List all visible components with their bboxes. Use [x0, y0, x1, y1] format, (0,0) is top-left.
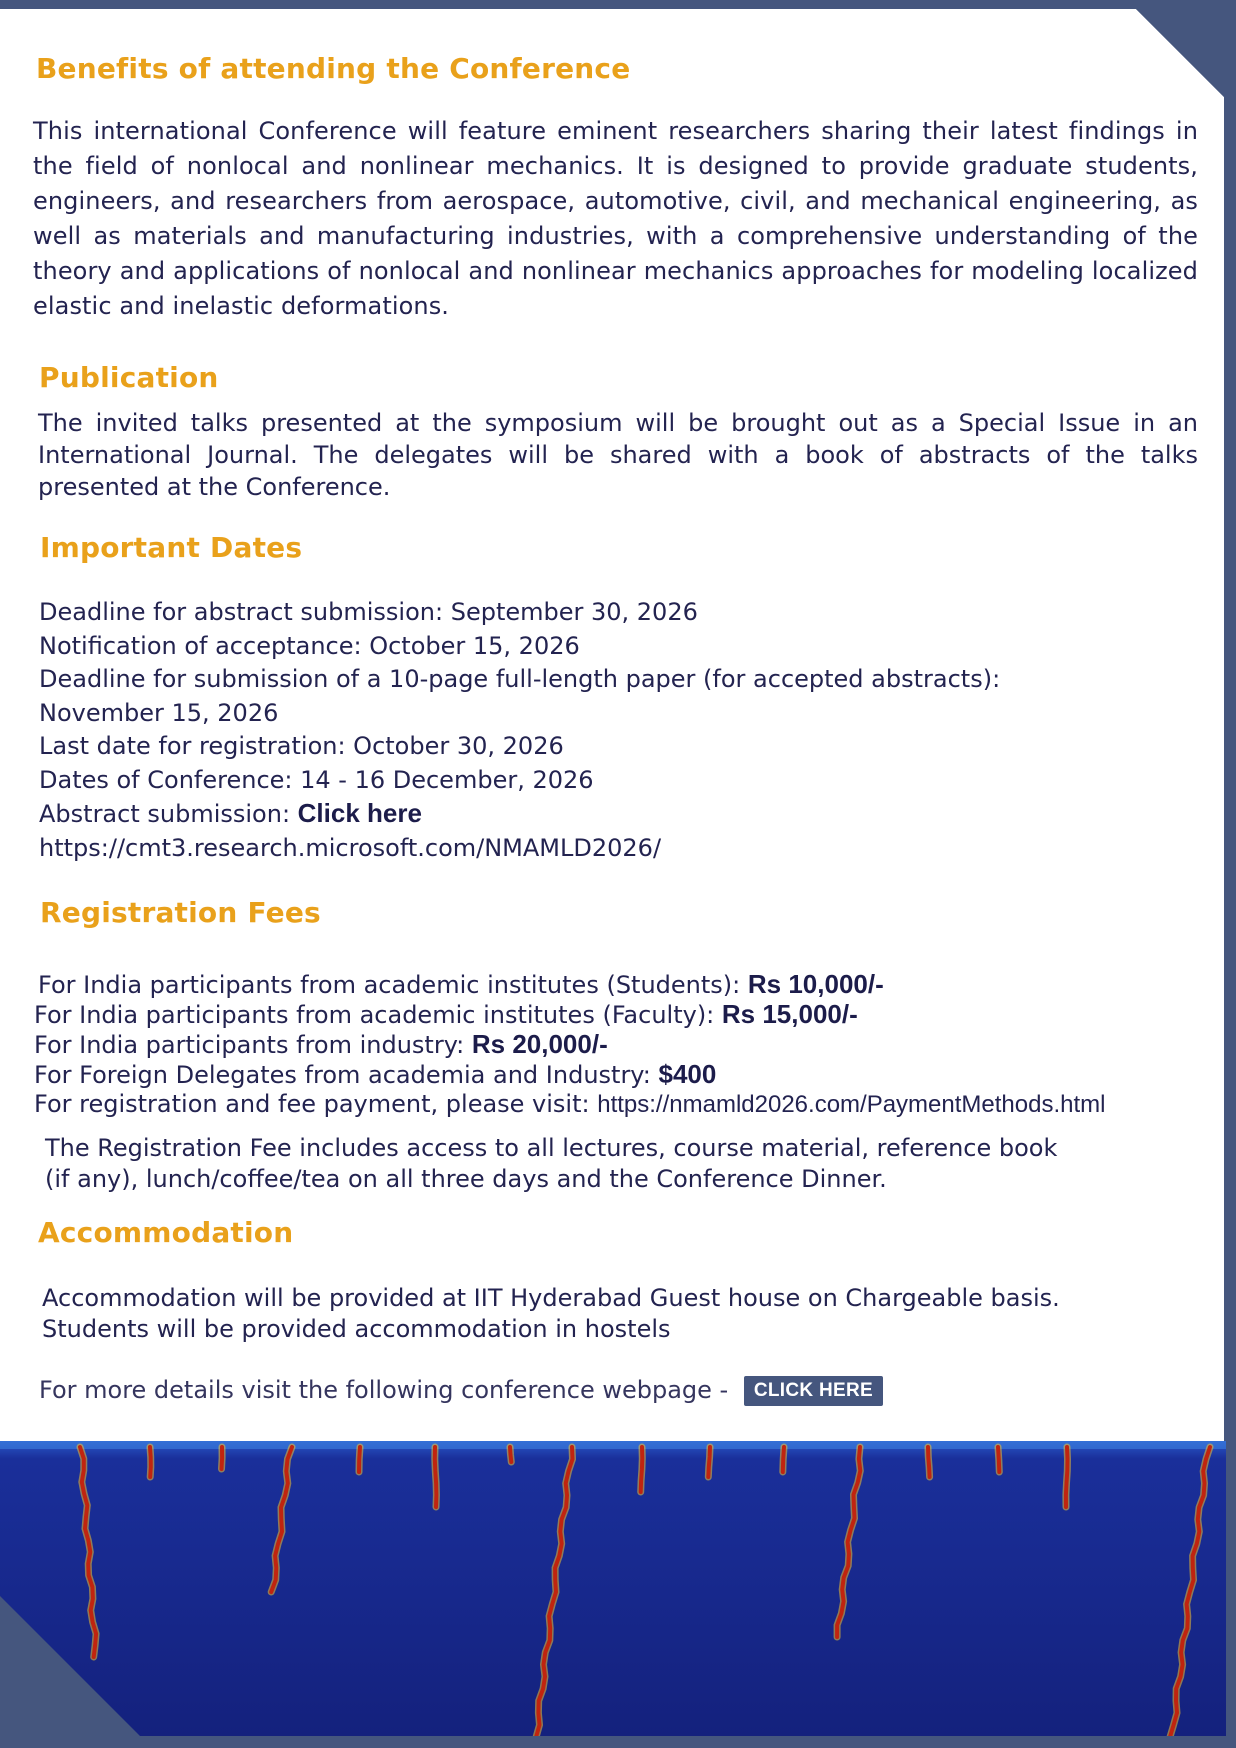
fee-label: For India participants from industry:: [34, 1031, 472, 1059]
notification-date: Notification of acceptance: October 15, 2026: [39, 631, 580, 660]
abstract-deadline: Deadline for abstract submission: September 30, 2026: [39, 598, 698, 626]
fee-row-foreign: [34, 1060, 1105, 1090]
conference-dates: Dates of Conference: 14 - 16 December, 2026: [39, 765, 594, 794]
more-details-row: [39, 1376, 883, 1406]
benefits-heading: Benefits of attending the Conference: [36, 52, 631, 85]
fee-amount: Rs 10,000/-: [747, 969, 884, 999]
crack-line: [510, 1447, 511, 1462]
fee-label: For Foreign Delegates from academia and Industry:: [34, 1061, 659, 1089]
fee-includes-line: (if any), lunch/coffee/tea on all three days and the Conference Dinner.: [45, 1165, 887, 1193]
fee-amount: $400: [658, 1059, 717, 1089]
accommodation-heading: Accommodation: [38, 1216, 294, 1249]
paper-deadline-date: November 15, 2026: [39, 698, 279, 727]
fee-amount: Rs 15,000/-: [721, 999, 858, 1029]
publication-heading: Publication: [39, 361, 219, 394]
payment-url[interactable]: https://nmamld2026.com/PaymentMethods.html: [597, 1091, 1106, 1118]
fee-label: For India participants from academic institutes (Faculty):: [34, 1001, 722, 1029]
crack-line: [708, 1447, 710, 1477]
crack-line: [222, 1447, 223, 1469]
crack-line: [928, 1447, 930, 1477]
fee-includes: [45, 1133, 1057, 1195]
publication-paragraph: The invited talks presented at the symposium will be brought out as a Special Issue in an International Journal. The delegates will be shared with a book of abstracts of the talks presented at the Conference.: [38, 409, 1198, 501]
registration-last-date: Last date for registration: October 30, 2026: [39, 732, 564, 760]
fee-includes-line: The Registration Fee includes access to all lectures, course material, reference book: [45, 1134, 1058, 1162]
fee-label: For India participants from academic institutes (Students):: [38, 971, 748, 999]
crack-simulation-image: [0, 1441, 1226, 1736]
accommodation-line: Students will be provided accommodation in hostels: [42, 1315, 671, 1343]
important-dates-heading: Important Dates: [40, 531, 303, 564]
abstract-submission-url[interactable]: https://cmt3.research.microsoft.com/NMAMLD2026/: [39, 833, 662, 862]
payment-row: [34, 1090, 1105, 1119]
click-here-button[interactable]: CLICK HERE: [744, 1376, 883, 1406]
fee-row-faculty: [34, 1000, 1105, 1030]
fee-row-students: [34, 970, 1105, 1000]
paper-deadline: Deadline for submission of a 10-page full-length paper (for accepted abstracts):: [39, 665, 1001, 693]
crack-line: [641, 1447, 643, 1492]
payment-label: For registration and fee payment, please visit:: [34, 1090, 598, 1118]
more-details-text: For more details visit the following conference webpage -: [39, 1376, 736, 1404]
crack-line: [435, 1447, 437, 1507]
crack-line: [359, 1447, 360, 1472]
important-dates-list: [39, 596, 1000, 865]
crack-line: [1066, 1447, 1068, 1507]
accommodation-line: Accommodation will be provided at IIT Hyderabad Guest house on Chargeable basis.: [42, 1284, 1060, 1312]
crack-line: [998, 1447, 999, 1472]
fee-amount: Rs 20,000/-: [471, 1029, 608, 1059]
abstract-submission-label: Abstract submission:: [39, 800, 298, 828]
crack-line: [150, 1447, 151, 1477]
accommodation-text: [42, 1283, 1060, 1345]
fee-row-industry: [34, 1030, 1105, 1060]
benefits-paragraph: This international Conference will feature eminent researchers sharing their latest findings in the field of nonlocal and nonlinear mechanics. It is designed to provide graduate students, engineers, and researchers from aerospace, automotive, civil, and mechanical engineering, as well as materials and manufacturing industries, with a comprehensive understanding of the theory and applications of nonlocal and nonlinear mechanics approaches for modeling localized elastic and inelastic deformations.: [33, 117, 1198, 320]
abstract-submission-link[interactable]: Click here: [297, 798, 422, 828]
abstract-submission-row: [39, 797, 1000, 832]
fee-list: [34, 970, 1105, 1119]
registration-fees-heading: Registration Fees: [40, 896, 321, 929]
crack-line: [783, 1447, 784, 1472]
